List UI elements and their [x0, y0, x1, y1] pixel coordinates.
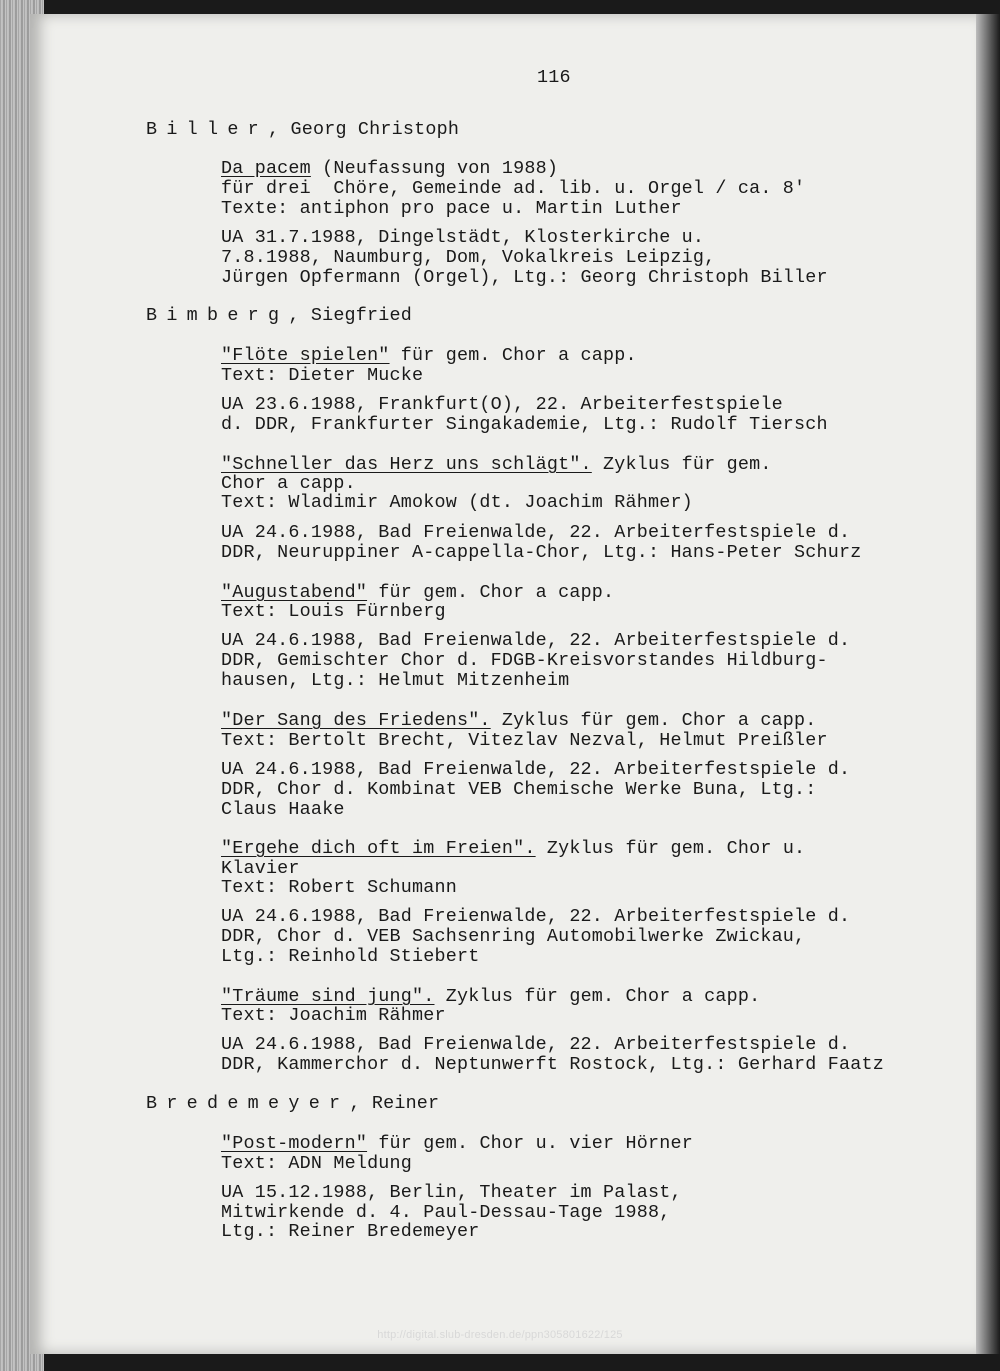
work-title-line — [221, 583, 614, 603]
work-title-rest: Zyklus für gem. Chor a capp. — [490, 710, 817, 731]
work-title: "Augustabend" — [221, 582, 368, 603]
premiere-line: Jürgen Opfermann (Orgel), Ltg.: Georg Christoph Biller — [221, 267, 828, 288]
premiere-line: UA 31.7.1988, Dingelstädt, Klosterkirche u. — [221, 227, 705, 248]
work-detail-line: Text: Louis Fürnberg — [221, 601, 446, 622]
premiere-line: UA 24.6.1988, Bad Freienwalde, 22. Arbeiterfestspiele d. — [221, 522, 851, 543]
work-detail-line: Chor a capp. — [221, 473, 356, 494]
premiere-line: DDR, Neuruppiner A-cappella-Chor, Ltg.: Hans-Peter Schurz — [221, 542, 862, 563]
premiere-line: UA 23.6.1988, Frankfurt(O), 22. Arbeiterfestspiele — [221, 394, 783, 415]
work-title: "Schneller das Herz uns schlägt". — [221, 454, 592, 475]
premiere-line: UA 24.6.1988, Bad Freienwalde, 22. Arbeiterfestspiele d. — [221, 906, 851, 927]
premiere-line: UA 24.6.1988, Bad Freienwalde, 22. Arbeiterfestspiele d. — [221, 759, 851, 780]
work-title-rest: für gem. Chor a capp. — [389, 345, 637, 366]
work-title-rest: Zyklus für gem. Chor a capp. — [434, 986, 761, 1007]
work-title-rest: für gem. Chor u. vier Hörner — [367, 1133, 693, 1154]
premiere-line: DDR, Chor d. Kombinat VEB Chemische Werke Buna, Ltg.: — [221, 779, 817, 800]
work-title-line — [221, 987, 760, 1007]
composer-given-name: Siegfried — [310, 305, 412, 326]
premiere-line: 7.8.1988, Naumburg, Dom, Vokalkreis Leipzig, — [221, 247, 716, 268]
premiere-line: UA 24.6.1988, Bad Freienwalde, 22. Arbeiterfestspiele d. — [221, 630, 851, 651]
work-title-rest: (Neufassung von 1988) — [310, 158, 559, 179]
work-title: "Ergehe dich oft im Freien". — [221, 838, 536, 859]
work-detail-line: Text: Joachim Rähmer — [221, 1005, 446, 1026]
premiere-line: Mitwirkende d. 4. Paul-Dessau-Tage 1988, — [221, 1202, 671, 1223]
composer-surname: Biller — [146, 119, 269, 140]
work-title: "Flöte spielen" — [221, 345, 390, 366]
premiere-line: hausen, Ltg.: Helmut Mitzenheim — [221, 670, 570, 691]
work-detail-line: Texte: antiphon pro pace u. Martin Luther — [221, 198, 682, 219]
work-detail-line: Text: Dieter Mucke — [221, 365, 424, 386]
work-detail-line: Text: ADN Meldung — [221, 1153, 413, 1174]
premiere-line: UA 15.12.1988, Berlin, Theater im Palast, — [221, 1182, 682, 1203]
source-url-link[interactable]: http://digital.slub-dresden.de/ppn305801622/125 — [377, 1329, 623, 1341]
work-detail-line: Text: Bertolt Brecht, Vitezlav Nezval, Helmut Preißler — [221, 730, 828, 751]
work-title: "Der Sang des Friedens". — [221, 710, 491, 731]
work-title-line — [221, 455, 772, 475]
composer-given-name: Reiner — [371, 1093, 440, 1114]
work-title: Da pacem — [221, 158, 311, 179]
composer-heading: Biller, Georg Christoph — [146, 119, 460, 140]
composer-heading: Bimberg, Siegfried — [146, 305, 412, 326]
premiere-line: Claus Haake — [221, 799, 345, 820]
work-title-line — [221, 159, 558, 179]
premiere-line: UA 24.6.1988, Bad Freienwalde, 22. Arbeiterfestspiele d. — [221, 1034, 851, 1055]
work-title-line — [221, 711, 817, 731]
composer-surname: Bredemeyer — [146, 1093, 350, 1114]
work-detail-line: Text: Robert Schumann — [221, 877, 457, 898]
premiere-line: Ltg.: Reinhold Stiebert — [221, 946, 480, 967]
premiere-line: DDR, Kammerchor d. Neptunwerft Rostock, Ltg.: Gerhard Faatz — [221, 1054, 884, 1075]
work-title-line — [221, 346, 637, 366]
work-title: "Träume sind jung". — [221, 986, 435, 1007]
work-title-line — [221, 839, 805, 859]
page-shadow-edge — [976, 14, 1000, 1354]
work-title: "Post-modern" — [221, 1133, 368, 1154]
premiere-line: DDR, Chor d. VEB Sachsenring Automobilwerke Zwickau, — [221, 926, 806, 947]
page-number: 116 — [537, 67, 571, 88]
premiere-line: DDR, Gemischter Chor d. FDGB-Kreisvorstandes Hildburg- — [221, 650, 828, 671]
work-title-rest: Zyklus für gem. — [591, 454, 772, 475]
work-detail-line: Text: Wladimir Amokow (dt. Joachim Rähmer) — [221, 492, 693, 513]
premiere-line: Ltg.: Reiner Bredemeyer — [221, 1221, 480, 1242]
composer-surname: Bimberg — [146, 305, 289, 326]
composer-given-name: Georg Christoph — [290, 119, 460, 140]
work-title-line — [221, 1134, 693, 1154]
work-title-rest: Zyklus für gem. Chor u. — [535, 838, 806, 859]
composer-heading: Bredemeyer, Reiner — [146, 1093, 440, 1114]
work-detail-line: für drei Chöre, Gemeinde ad. lib. u. Orgel / ca. 8' — [221, 178, 806, 199]
work-detail-line: Klavier — [221, 858, 300, 879]
work-title-rest: für gem. Chor a capp. — [367, 582, 615, 603]
premiere-line: d. DDR, Frankfurter Singakademie, Ltg.: Rudolf Tiersch — [221, 414, 828, 435]
